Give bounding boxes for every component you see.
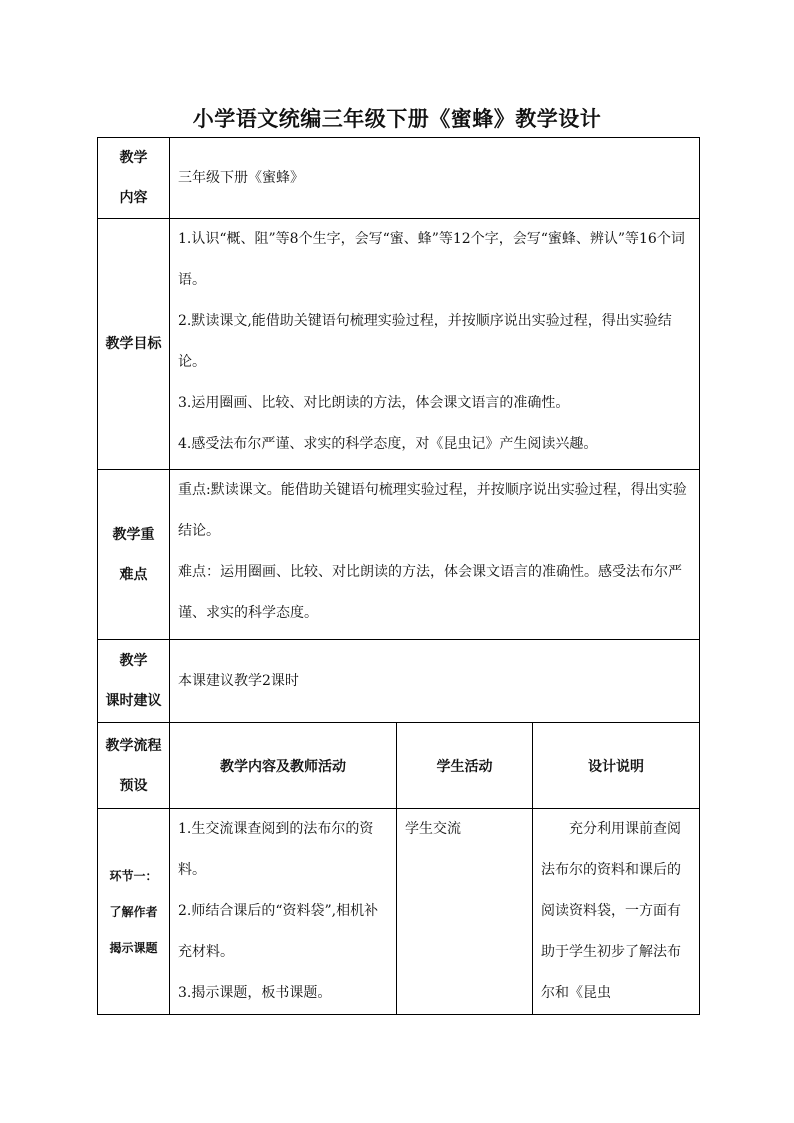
document-title: 小学语文统编三年级下册《蜜蜂》教学设计	[192, 107, 602, 131]
teaching-goals-list	[170, 219, 700, 470]
row-teaching-goals	[98, 219, 700, 470]
teaching-content-text: 三年级下册《蜜蜂》	[170, 138, 700, 219]
goal-item: 4.感受法布尔严谨、求实的科学态度，对《昆虫记》产生阅读兴趣。	[178, 436, 598, 452]
row-key-points	[98, 470, 700, 640]
lesson-plan-table	[97, 137, 700, 1015]
header-teaching-content: 教学 内容	[98, 138, 170, 219]
activity-item: 1.生交流课查阅到的法布尔的资料。	[178, 821, 374, 878]
header-key-points: 教学重 难点	[98, 470, 170, 640]
class-hours-text: 本课建议教学2课时	[170, 640, 700, 723]
header-teaching-goals: 教学目标	[98, 219, 170, 470]
row-class-hours	[98, 640, 700, 723]
header-class-hours: 教学 课时建议	[98, 640, 170, 723]
row-process-header	[98, 723, 700, 809]
column-header-teacher-activity: 教学内容及教师活动	[170, 723, 397, 809]
key-point-item: 重点:默读课文。能借助关键语句梳理实验过程，并按顺序说出实验过程，得出实验结论。	[178, 482, 687, 539]
step-one-teacher-activity	[170, 809, 397, 1015]
goal-item: 1.认识“概、阻”等8个生字，会写“蜜、蜂”等12个字，会写“蜜蜂、辨认”等16个词语。	[178, 231, 685, 288]
goal-item: 2.默读课文,能借助关键语句梳理实验过程，并按顺序说出实验过程，得出实验结论。	[178, 313, 672, 370]
step-one-student-activity: 学生交流	[397, 809, 533, 1015]
key-points-list	[170, 470, 700, 640]
key-point-item: 难点：运用圈画、比较、对比朗读的方法，体会课文语言的准确性。感受法布尔严谨、求实的科学态度。	[178, 564, 682, 621]
column-header-design-notes: 设计说明	[533, 723, 700, 809]
row-step-one	[98, 809, 700, 1015]
header-process: 教学流程 预设	[98, 723, 170, 809]
row-teaching-content	[98, 138, 700, 219]
column-header-student-activity: 学生活动	[397, 723, 533, 809]
activity-item: 3.揭示课题，板书课题。	[178, 985, 332, 1001]
goal-item: 3.运用圈画、比较、对比朗读的方法，体会课文语言的准确性。	[178, 395, 570, 411]
header-step-one: 环节一： 了解作者 揭示课题	[98, 809, 170, 1015]
step-one-design-note: 充分利用课前查阅法布尔的资料和课后的阅读资料袋，一方面有助于学生初步了解法布尔和《昆虫	[533, 809, 700, 1015]
activity-item: 2.师结合课后的“资料袋”,相机补充材料。	[178, 903, 379, 960]
